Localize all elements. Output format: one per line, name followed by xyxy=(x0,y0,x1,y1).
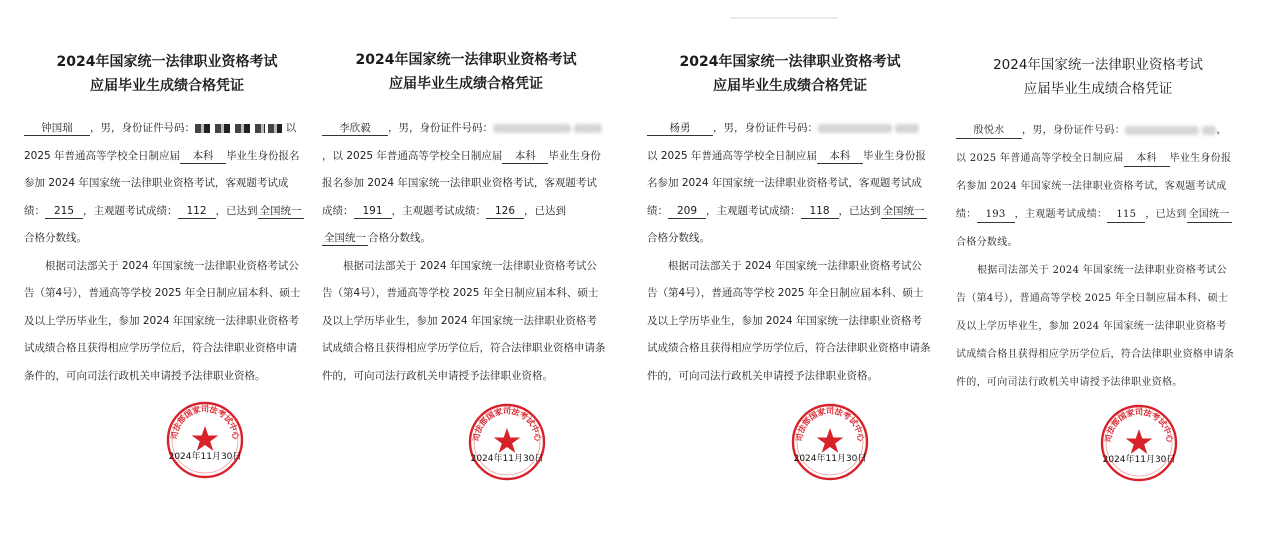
basis-paragraph: 根据司法部关于 2024 年国家统一法律职业资格考试公告（第4号），普通高等学校 2025 年全日制应届本科、硕士及以上学历毕业生，参加 2024 年国家统一法律职业资格考试成绩合格且获得相应学历学位后，符合法律职业资格申请条件的，可向司法行政机关申请授予法律职业资格。 xyxy=(956,265,1235,388)
basis-paragraph: 根据司法部关于 2024 年国家统一法律职业资格考试公告（第4号），普通高等学校 2025 年全日制应届本科、硕士及以上学历毕业生，参加 2024 年国家统一法律职业资格考试成绩合格且获得相应学历学位后，符合法律职业资格申请条件的，可向司法行政机关申请授予法律职业资格。 xyxy=(322,259,606,382)
score-paragraph xyxy=(956,117,1236,257)
redacted-id-number-tail xyxy=(1202,126,1216,135)
issue-date: 2024年11月30日 xyxy=(793,454,867,464)
subjective-label: ，主观题考试成绩： xyxy=(391,204,486,217)
seal-graphic xyxy=(165,400,245,480)
basis-paragraph: 根据司法部关于 2024 年国家统一法律职业资格考试公告（第4号），普通高等学校 2025 年全日制应届本科、硕士及以上学历毕业生，参加 2024 年国家统一法律职业资格考试成绩合格且获得相应学历学位后，符合法律职业资格申请条件的，可向司法行政机关申请授予法律职业资格。 xyxy=(647,259,931,382)
gender-id-label: ，男，身份证件号码： xyxy=(388,122,493,134)
issue-date: 2024年11月30日 xyxy=(470,454,544,464)
line-type: 全国统一 xyxy=(882,204,925,217)
degree-level: 本科 xyxy=(817,149,863,164)
certificate-body xyxy=(24,115,306,390)
title-line-2: 应届毕业生成绩合格凭证 xyxy=(389,76,543,92)
subjective-score: 115 xyxy=(1107,208,1145,223)
candidate-name: 钟国瑞 xyxy=(24,121,90,136)
enroll-prefix: ，以 2025 年普通高等学校全日制应届 xyxy=(956,125,1227,164)
seal-arc-text: 司法部国家司法考试中心 xyxy=(1103,407,1175,443)
pass-text: 合格分数线。 xyxy=(368,232,431,244)
redacted-id-number-tail xyxy=(895,124,919,133)
title-line-2: 应届毕业生成绩合格凭证 xyxy=(1023,81,1173,97)
title-line-1: 2024年国家统一法律职业资格考试 xyxy=(679,54,901,70)
certificate-2 xyxy=(320,0,612,534)
certificate-title xyxy=(320,48,612,96)
title-line-1: 2024年国家统一法律职业资格考试 xyxy=(56,54,278,70)
pass-text: 合格分数线。 xyxy=(24,232,87,244)
gender-id-label: ，男，身份证件号码： xyxy=(90,122,195,134)
subjective-score: 126 xyxy=(486,204,524,219)
certificate-3 xyxy=(645,0,935,534)
score-paragraph xyxy=(647,115,931,253)
seal-arc-text: 司法部国家司法考试中心 xyxy=(471,406,543,442)
seal-arc-text: 司法部国家司法考试中心 xyxy=(794,406,866,442)
official-seal xyxy=(165,400,245,480)
redacted-id-number xyxy=(1125,126,1199,135)
enroll-prefix: 以 2025 年普通高等学校全日制应届 xyxy=(24,122,297,162)
redacted-id-number-tail xyxy=(268,124,282,133)
line-type: 全国统一 xyxy=(259,204,302,217)
objective-score: 209 xyxy=(668,204,706,219)
objective-score: 193 xyxy=(977,208,1015,223)
gender-id-label: ，男，身份证件号码： xyxy=(713,122,818,134)
degree-level: 本科 xyxy=(1124,152,1170,167)
official-seal xyxy=(790,402,870,482)
objective-score: 191 xyxy=(354,204,392,219)
enroll-suffix: 毕业生身份报名参加 2024 年国家统一法律职业资格考试，客观题考试成绩： xyxy=(956,153,1232,220)
enroll-suffix: 毕业生身份报名参加 2024 年国家统一法律职业资格考试，客观题考试成绩： xyxy=(24,149,300,217)
enroll-suffix: 毕业生身份报名参加 2024 年国家统一法律职业资格考试，客观题考试成绩： xyxy=(647,149,926,217)
basis-paragraph: 根据司法部关于 2024 年国家统一法律职业资格考试公告（第4号），普通高等学校 2025 年全日制应届本科、硕士及以上学历毕业生，参加 2024 年国家统一法律职业资格考试成绩合格且获得相应学历学位后，符合法律职业资格申请条件的，可向司法行政机关申请授予法律职业资格。 xyxy=(24,259,301,382)
certificate-1 xyxy=(22,0,312,534)
subjective-score: 112 xyxy=(178,204,216,219)
line-type: 全国统一 xyxy=(324,232,366,244)
score-paragraph xyxy=(322,115,606,253)
line-type: 全国统一 xyxy=(1187,208,1232,223)
seal-graphic xyxy=(790,402,870,482)
enroll-prefix: ，以 2025 年普通高等学校全日制应届 xyxy=(322,149,503,162)
redacted-id-number xyxy=(818,124,892,133)
candidate-name: 李欣毅 xyxy=(322,121,388,136)
redacted-id-number xyxy=(195,124,265,133)
official-seal xyxy=(467,402,547,482)
enroll-suffix: 毕业生身份报名参加 2024 年国家统一法律职业资格考试，客观题考试成绩： xyxy=(322,149,601,217)
seal-star-icon xyxy=(494,428,521,453)
certificate-body xyxy=(322,115,606,390)
seal-star-icon xyxy=(817,428,844,453)
certificate-4 xyxy=(953,0,1243,534)
reach-text: ，已达到 xyxy=(1145,209,1187,220)
objective-score: 215 xyxy=(45,204,83,219)
subjective-label: ，主观题考试成绩： xyxy=(1014,209,1108,220)
subjective-label: ，主观题考试成绩： xyxy=(83,204,178,217)
candidate-name: 殷悦水 xyxy=(956,124,1022,139)
redacted-id-number xyxy=(493,124,571,133)
title-line-1: 2024年国家统一法律职业资格考试 xyxy=(355,52,577,68)
issue-date: 2024年11月30日 xyxy=(168,452,242,462)
certificate-title xyxy=(645,50,935,98)
seal-star-icon xyxy=(1126,429,1153,454)
certificate-body xyxy=(956,117,1236,397)
candidate-name: 杨勇 xyxy=(647,121,713,136)
subjective-score: 118 xyxy=(801,204,839,219)
certificate-title xyxy=(22,50,312,98)
degree-level: 本科 xyxy=(502,149,548,164)
reach-text: ，已达到 xyxy=(215,204,258,217)
enroll-prefix: 以 2025 年普通高等学校全日制应届 xyxy=(647,149,817,162)
issue-date: 2024年11月30日 xyxy=(1102,455,1176,465)
score-paragraph xyxy=(24,115,306,253)
gender-id-label: ，男，身份证件号码： xyxy=(1022,125,1125,136)
seal-graphic xyxy=(467,402,547,482)
subjective-label: ，主观题考试成绩： xyxy=(706,204,801,217)
certificate-title xyxy=(953,53,1243,101)
reach-text: ，已达到 xyxy=(838,204,881,217)
official-seal xyxy=(1099,403,1179,483)
pass-text: 合格分数线。 xyxy=(956,237,1018,248)
title-line-1: 2024年国家统一法律职业资格考试 xyxy=(993,57,1203,73)
seal-arc-text: 司法部国家司法考试中心 xyxy=(169,404,241,440)
reach-text: ，已达到 xyxy=(524,204,566,217)
degree-level: 本科 xyxy=(180,149,226,164)
pass-text: 合格分数线。 xyxy=(647,232,710,244)
redacted-id-number-tail xyxy=(574,124,602,133)
seal-graphic xyxy=(1099,403,1179,483)
title-line-2: 应届毕业生成绩合格凭证 xyxy=(713,78,867,94)
certificate-body xyxy=(647,115,931,390)
title-line-2: 应届毕业生成绩合格凭证 xyxy=(90,78,244,94)
seal-star-icon xyxy=(192,426,219,451)
